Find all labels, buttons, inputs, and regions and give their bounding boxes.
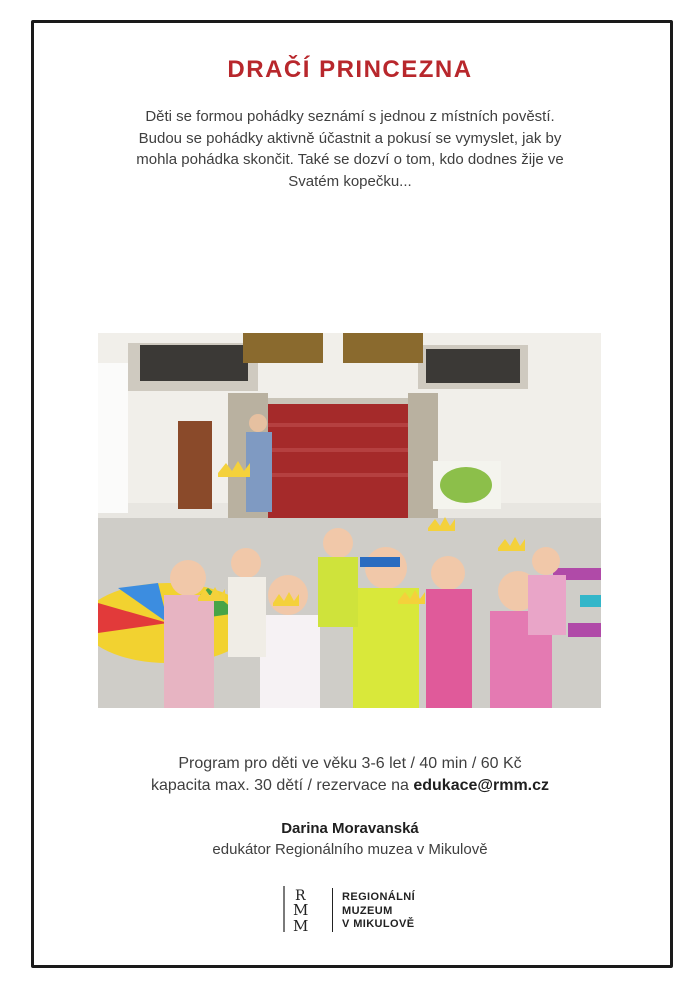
event-photo [98, 333, 601, 708]
monogram-letter-m1: M [293, 901, 309, 919]
page-title: DRAČÍ PRINCEZNA [227, 56, 473, 83]
intro-line: Budou se pohádky aktivně účastnit a pokusí se vymyslet, jak by [138, 129, 562, 147]
logo-line: V MIKULOVĚ [342, 918, 415, 930]
contact-name: Darina Moravanská [281, 820, 419, 837]
logo-line: MUZEUM [342, 904, 393, 917]
capacity-reservation [0, 775, 700, 797]
program-info [0, 753, 700, 797]
contact-person [0, 818, 700, 860]
reservation-text: kapacita max. 30 dětí / rezervace na [150, 777, 414, 794]
rmm-monogram-icon [282, 884, 328, 934]
intro-line: mohla pohádka skončit. Také se dozví o tom, kdo dodnes žije ve [136, 151, 564, 168]
intro-paragraph [108, 106, 592, 192]
museum-logo [282, 884, 442, 934]
contact-role: edukátor Regionálního muzea v Mikulově [212, 841, 488, 858]
program-details: Program pro děti ve věku 3-6 let / 40 min / 60 Kč [178, 755, 522, 772]
intro-line: Děti se formou pohádky seznámí s jednou z místních pověstí. [145, 108, 555, 125]
event-photo-illustration [98, 333, 601, 708]
logo-line: REGIONÁLNÍ [342, 891, 416, 903]
logo-divider [332, 888, 333, 932]
logo-wordmark [342, 891, 415, 932]
monogram-letter-r: R [295, 888, 306, 904]
monogram-letter-m2: M [293, 917, 309, 934]
intro-line: Svatém kopečku... [288, 172, 412, 190]
reservation-email[interactable]: edukace@rmm.cz [413, 777, 550, 794]
